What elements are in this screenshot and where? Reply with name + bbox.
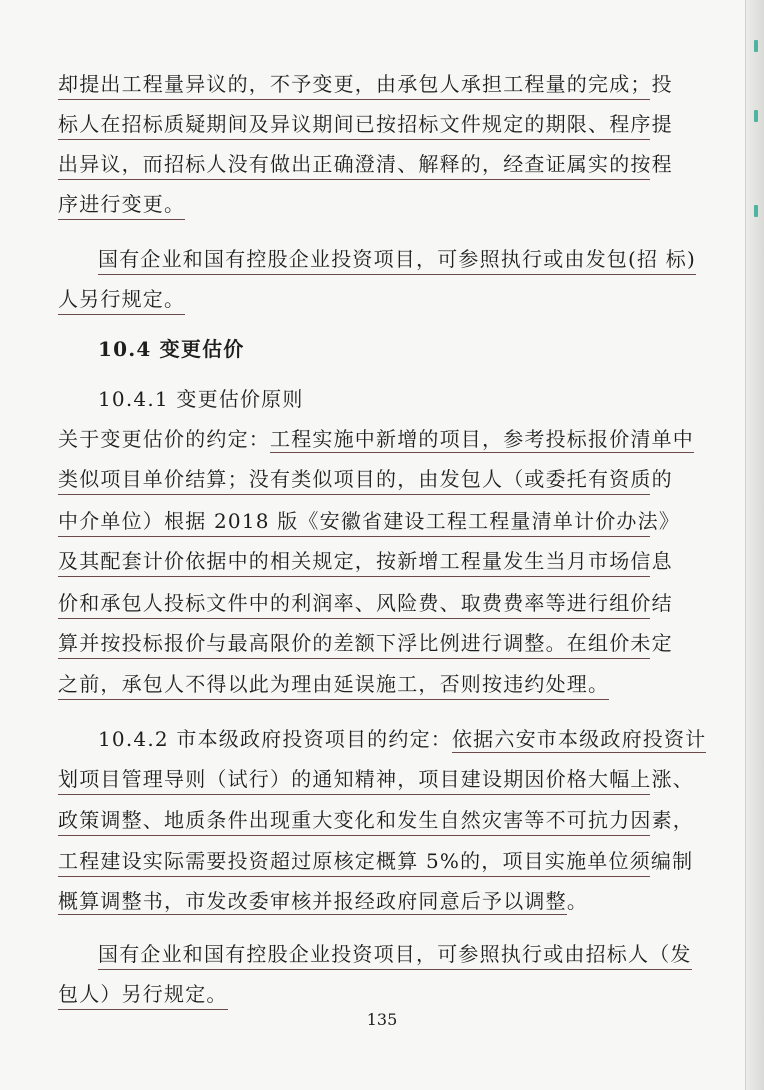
text-line: 序进行变更。 — [58, 190, 185, 220]
text-line: 中介单位）根据 2018 版《安徽省建设工程工程量清单计价办法》 — [58, 507, 650, 537]
text-line: 类似项目单价结算；没有类似项目的，由发包人（或委托有资质的 — [58, 465, 650, 495]
page-number: 135 — [366, 1010, 398, 1029]
subsection-heading: 10.4.1 变更估价原则 — [98, 387, 304, 411]
label-text: 10.4.2 市本级政府投资项目的约定： — [98, 727, 452, 751]
text-line: 却提出工程量异议的，不予变更，由承包人承担工程量的完成；投 — [58, 70, 650, 100]
edge-mark — [754, 110, 758, 122]
underlined-text: 概算调整书，市发改委审核并报经政府同意后予以调整 — [58, 889, 567, 913]
text-line: 国有企业和国有控股企业投资项目，可参照执行或由发包(招 标) — [98, 245, 696, 275]
text-line: 政策调整、地质条件出现重大变化和发生自然灾害等不可抗力因素， — [58, 806, 650, 836]
underlined-text: 依据六安市本级政府投资计 — [451, 727, 707, 751]
text-line: 人另行规定。 — [58, 285, 185, 315]
label-text: 关于变更估价的约定： — [58, 427, 270, 451]
text-line: 标人在招标质疑期间及异议期间已按招标文件规定的期限、程序提 — [58, 110, 650, 140]
text-line: 划项目管理导则（试行）的通知精神，项目建设期因价格大幅上涨、 — [58, 765, 650, 795]
text-line: 国有企业和国有控股企业投资项目，可参照执行或由招标人（发 — [98, 940, 692, 970]
text-line: 之前，承包人不得以此为理由延误施工，否则按违约处理。 — [58, 670, 609, 700]
text-line — [98, 725, 706, 753]
text-line: 及其配套计价依据中的相关规定，按新增工程量发生当月市场信息 — [58, 547, 650, 577]
text-line — [58, 425, 694, 453]
text-line: 包人）另行规定。 — [58, 980, 228, 1010]
text-line: 出异议，而招标人没有做出正确澄清、解释的，经查证属实的按程 — [58, 150, 650, 180]
section-heading: 10.4 变更估价 — [98, 337, 245, 361]
underlined-text: 工程实施中新增的项目，参考投标报价清单中 — [270, 427, 694, 451]
text-line — [58, 887, 588, 915]
edge-mark — [754, 40, 758, 52]
edge-mark — [754, 205, 758, 217]
period-text: 。 — [566, 889, 589, 913]
text-line: 工程建设实际需要投资超过原核定概算 5%的，项目实施单位须编制 — [58, 847, 650, 877]
text-line: 价和承包人投标文件中的利润率、风险费、取费费率等进行组价结 — [58, 589, 650, 619]
text-line: 算并按投标报价与最高限价的差额下浮比例进行调整。在组价未定 — [58, 629, 650, 659]
page-edge — [745, 0, 764, 1090]
